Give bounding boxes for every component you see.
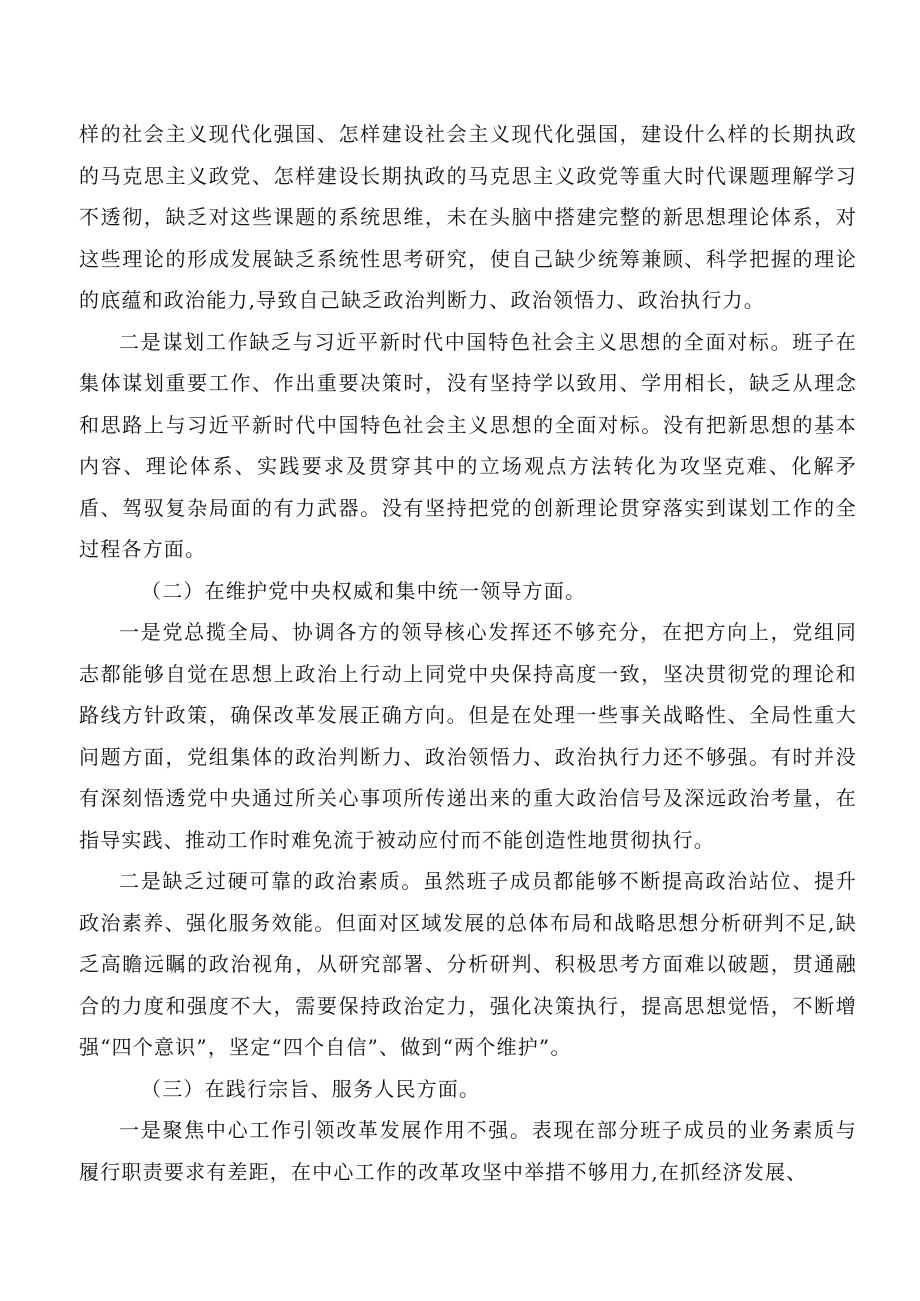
section-heading-2: （二）在维护党中央权威和集中统一领导方面。 bbox=[141, 578, 587, 603]
paragraph-central-work: 一是聚焦中心工作引领改革发展作用不强。表现在部分班子成员的业务素质与履行职责要求有差距，在中心工作的改革攻坚中举措不够用力,在抓经济发展、 bbox=[79, 1118, 857, 1184]
section-heading-3: （三）在践行宗旨、服务人民方面。 bbox=[141, 1076, 481, 1101]
paragraph-leadership-core: 一是党总揽全局、协调各方的领导核心发挥还不够充分，在把方向上，党组同志都能够自觉在思想上政治上行动上同党中央保持高度一致，坚决贯彻党的理论和路线方针政策，确保改革发展正确方向。但是在处理一些事关战略性、全局性重大问题方面，党组集体的政治判断力、政治领悟力、政治执行力还不够强。有时并没有深刻悟透党中央通过所关心事项所传递出来的重大政治信号及深远政治考量，在指导实践、推动工作时难免流于被动应付而不能创造性地贯彻执行。 bbox=[79, 620, 857, 852]
document-body bbox=[79, 114, 857, 1193]
paragraph-continuation: 样的社会主义现代化强国、怎样建设社会主义现代化强国，建设什么样的长期执政的马克思主义政党、怎样建设长期执政的马克思主义政党等重大时代课题理解学习不透彻，缺乏对这些课题的系统思维，未在头脑中搭建完整的新思想理论体系，对这些理论的形成发展缺乏系统性思考研究，使自己缺少统筹兼顾、科学把握的理论的底蕴和政治能力,导致自己缺乏政治判断力、政治领悟力、政治执行力。 bbox=[79, 122, 857, 312]
paragraph-planning-work: 二是谋划工作缺乏与习近平新时代中国特色社会主义思想的全面对标。班子在集体谋划重要工作、作出重要决策时，没有坚持学以致用、学用相长，缺乏从理念和思路上与习近平新时代中国特色社会主义思想的全面对标。没有把新思想的基本内容、理论体系、实践要求及贯穿其中的立场观点方法转化为攻坚克难、化解矛盾、驾驭复杂局面的有力武器。没有坚持把党的创新理论贯穿落实到谋划工作的全过程各方面。 bbox=[79, 329, 857, 561]
paragraph-political-quality: 二是缺乏过硬可靠的政治素质。虽然班子成员都能够不断提高政治站位、提升政治素养、强化服务效能。但面对区域发展的总体布局和战略思想分析研判不足,缺乏高瞻远瞩的政治视角，从研究部署、分析研判、积极思考方面难以破题，贯通融合的力度和强度不大，需要保持政治定力，强化决策执行，提高思想觉悟，不断增强“四个意识”，坚定“四个自信”、做到“两个维护”。 bbox=[79, 869, 857, 1059]
